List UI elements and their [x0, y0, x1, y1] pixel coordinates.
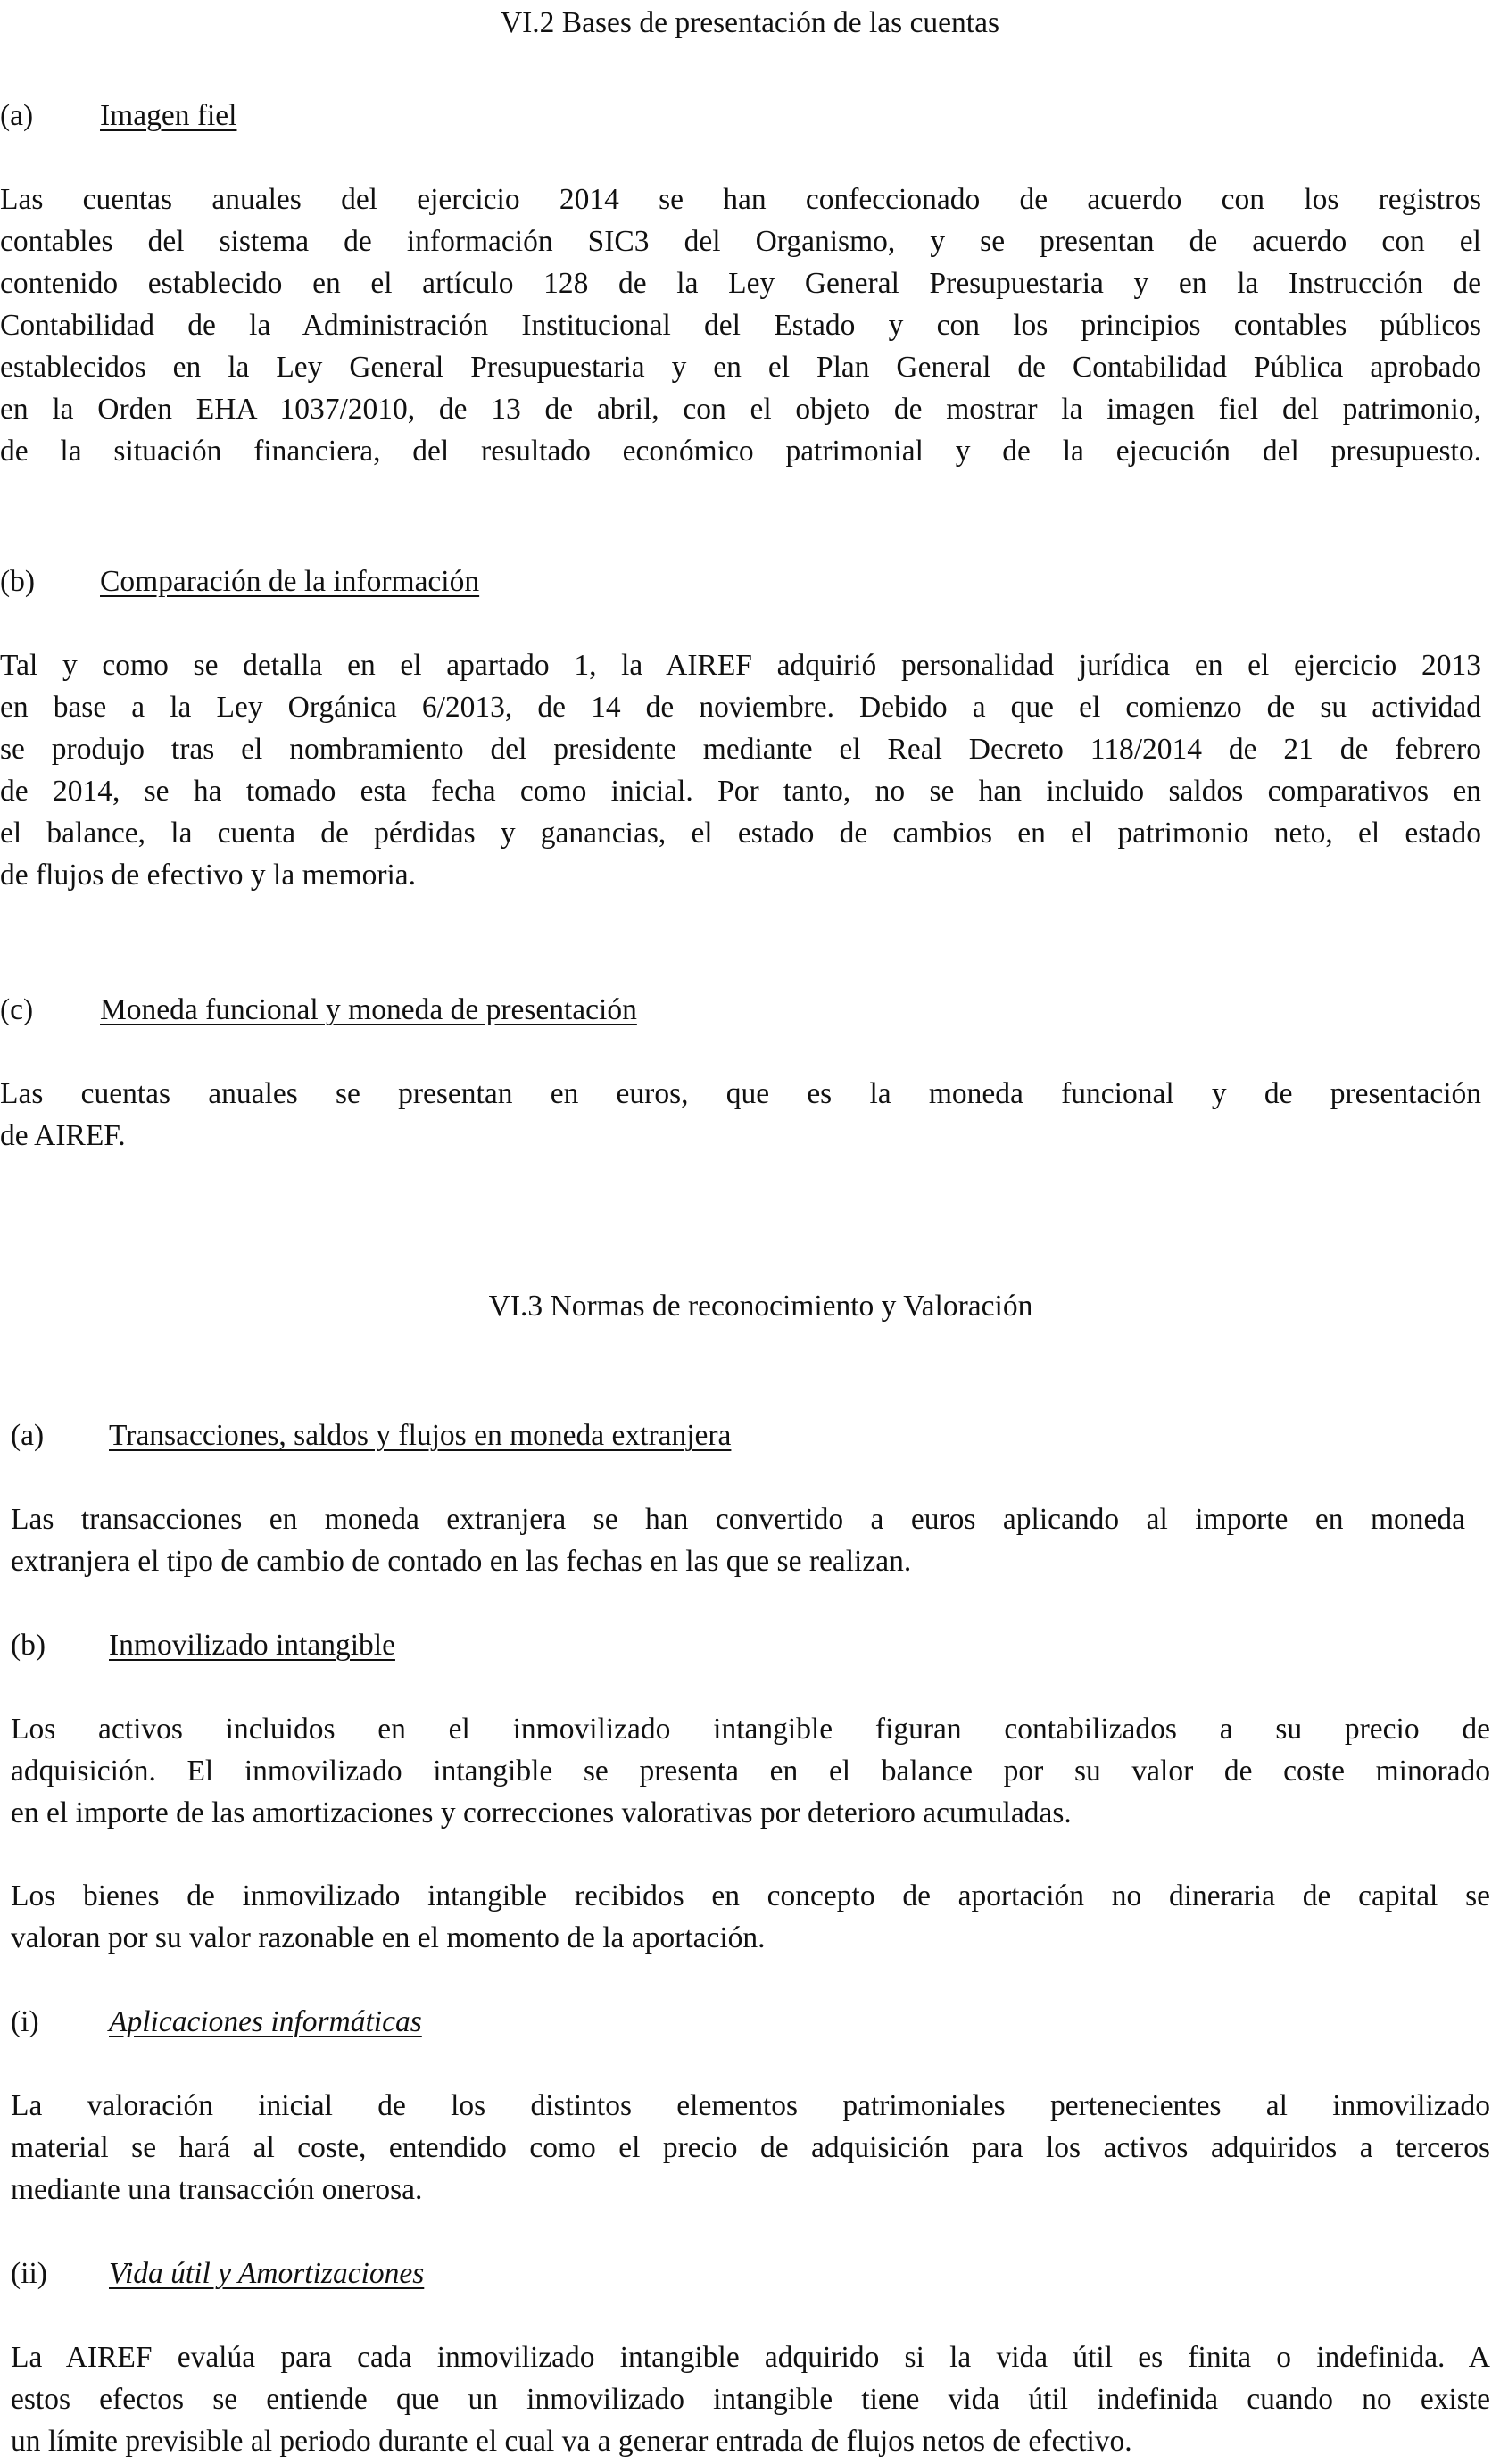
heading-number: (c)	[0, 993, 34, 1026]
paragraph-imagen-fiel	[0, 178, 1481, 472]
text-line: de la situación financiera, del resultado económico patrimonial y de la ejecución del presupuesto.	[0, 435, 1481, 468]
text-line: de flujos de efectivo y la memoria.	[0, 859, 417, 892]
text-line: estos efectos se entiende que un inmovilizado intangible tiene vida útil indefinida cuando no existe	[11, 2383, 1490, 2416]
paragraph-vida-util	[11, 2336, 1490, 2462]
heading-b-inmovilizado	[11, 1624, 814, 1666]
heading-c-moneda	[0, 989, 892, 1031]
heading-number: (b)	[0, 565, 36, 598]
paragraph-inmovilizado-2	[11, 1875, 1490, 1959]
heading-b-comparacion	[0, 560, 803, 602]
text-line: Las transacciones en moneda extranjera se han convertido a euros aplicando al importe en moneda	[11, 1503, 1465, 1536]
text-line: de 2014, se ha tomado esta fecha como inicial. Por tanto, no se han incluido saldos comparativos en	[0, 775, 1481, 808]
text-line: un límite previsible al periodo durante el cual va a generar entrada de flujos netos de efectivo.	[11, 2425, 1132, 2458]
heading-a-imagen-fiel	[0, 95, 714, 137]
heading-number: (a)	[11, 1419, 45, 1452]
heading-label: Moneda funcional y moneda de presentación	[100, 993, 637, 1026]
heading-number: (b)	[11, 1629, 46, 1662]
heading-a-transacciones	[11, 1415, 992, 1456]
heading-i-aplicaciones	[11, 2001, 814, 2043]
text-line: valoran por su valor razonable en el momento de la aportación.	[11, 1921, 766, 1954]
text-line: Las cuentas anuales se presentan en euros, que es la moneda funcional y de presentación	[0, 1077, 1481, 1110]
heading-number: (a)	[0, 99, 34, 132]
heading-number: (i)	[11, 2005, 39, 2038]
text-line: Tal y como se detalla en el apartado 1, la AIREF adquirió personalidad jurídica en el ejercicio 2013	[0, 649, 1481, 682]
text-line: La AIREF evalúa para cada inmovilizado intangible adquirido si la vida útil es finita o indefinida. A	[11, 2341, 1490, 2374]
heading-ii-vida-util	[11, 2252, 814, 2294]
text-line: el balance, la cuenta de pérdidas y ganancias, el estado de cambios en el patrimonio neto, el estado	[0, 817, 1481, 850]
paragraph-inmovilizado-1	[11, 1708, 1490, 1834]
heading-label: Inmovilizado intangible	[109, 1629, 395, 1662]
text-line: material se hará al coste, entendido como el precio de adquisición para los activos adquiridos a terceros	[11, 2131, 1490, 2164]
text-line: mediante una transacción onerosa.	[11, 2173, 423, 2206]
text-line: adquisición. El inmovilizado intangible se presenta en el balance por su valor de coste minorado	[11, 1755, 1490, 1788]
heading-label: Imagen fiel	[100, 99, 237, 132]
section-title-vi2: VI.2 Bases de presentación de las cuentas	[500, 6, 1000, 39]
paragraph-aplicaciones	[11, 2085, 1490, 2211]
text-line: Los activos incluidos en el inmovilizado intangible figuran contabilizados a su precio de	[11, 1713, 1490, 1746]
paragraph-comparacion	[0, 644, 1481, 896]
text-line: contables del sistema de información SIC3 del Organismo, y se presentan de acuerdo con el	[0, 225, 1481, 258]
heading-number: (ii)	[11, 2257, 47, 2290]
text-line: extranjera el tipo de cambio de contado en las fechas en las que se realizan.	[11, 1545, 912, 1578]
text-line: en la Orden EHA 1037/2010, de 13 de abril, con el objeto de mostrar la imagen fiel del patrimonio,	[0, 393, 1481, 426]
paragraph-moneda	[0, 1073, 1481, 1157]
text-line: de AIREF.	[0, 1119, 126, 1152]
heading-label: Aplicaciones informáticas	[109, 2005, 422, 2038]
text-line: Las cuentas anuales del ejercicio 2014 se han confeccionado de acuerdo con los registros	[0, 183, 1481, 216]
text-line: contenido establecido en el artículo 128 de la Ley General Presupuestaria y en la Instrucción de	[0, 267, 1481, 300]
section-title-vi3: VI.3 Normas de reconocimiento y Valoración	[488, 1290, 1033, 1323]
text-line: La valoración inicial de los distintos elementos patrimoniales pertenecientes al inmovilizado	[11, 2089, 1490, 2122]
text-line: establecidos en la Ley General Presupuestaria y en el Plan General de Contabilidad Pública aprobado	[0, 351, 1481, 384]
text-line: se produjo tras el nombramiento del presidente mediante el Real Decreto 118/2014 de 21 de febrero	[0, 733, 1481, 766]
heading-label: Transacciones, saldos y flujos en moneda extranjera	[109, 1419, 732, 1452]
text-line: Los bienes de inmovilizado intangible recibidos en concepto de aportación no dineraria de capital se	[11, 1879, 1490, 1912]
text-line: en base a la Ley Orgánica 6/2013, de 14 de noviembre. Debido a que el comienzo de su actividad	[0, 691, 1481, 724]
text-line: en el importe de las amortizaciones y correcciones valorativas por deterioro acumuladas.	[11, 1796, 1072, 1829]
paragraph-transacciones	[11, 1498, 1465, 1582]
text-line: Contabilidad de la Administración Institucional del Estado y con los principios contables públicos	[0, 309, 1481, 342]
heading-label: Vida útil y Amortizaciones	[109, 2257, 425, 2290]
heading-label: Comparación de la información	[100, 565, 480, 598]
